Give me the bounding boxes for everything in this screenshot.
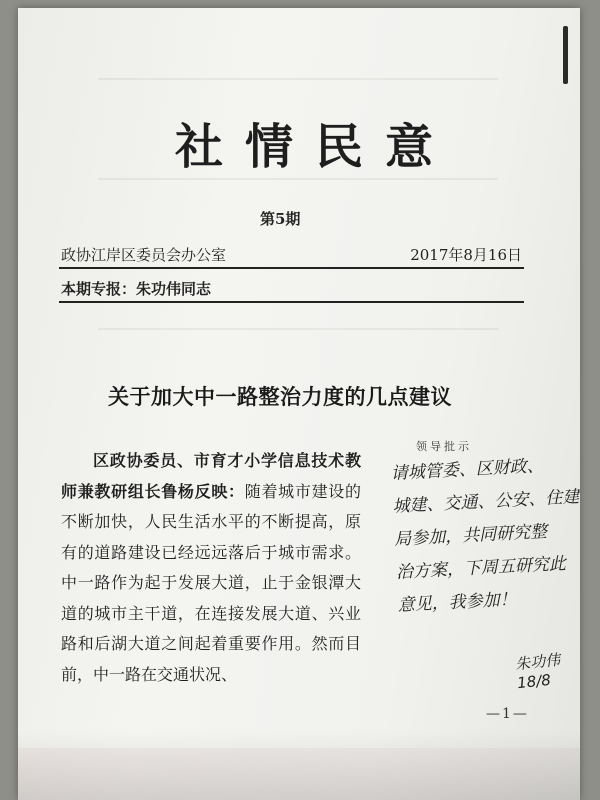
article-body <box>61 446 361 690</box>
special-report-line: 本期专报：朱功伟同志 <box>61 280 212 298</box>
photo-shadow <box>18 730 580 800</box>
bleed-through <box>98 78 498 80</box>
issuing-office: 政协江岸区委员会办公室 <box>61 246 227 264</box>
header-rule-bottom <box>59 301 524 303</box>
handwritten-line: 城建、交通、公安、住建 <box>392 487 580 517</box>
handwritten-instruction <box>390 448 580 623</box>
handwritten-signature: 朱功伟 18/8 <box>514 650 561 693</box>
article-heading: 关于加大中一路整治力度的几点建议 <box>108 384 452 409</box>
article-reporter: 区政协委员、市育才小学信息技术教师兼教研组长鲁杨反映： <box>61 451 361 501</box>
bleed-through <box>98 328 498 330</box>
masthead-title: 社情民意 <box>174 119 455 175</box>
bleed-through <box>98 178 498 180</box>
handwritten-line: 治方案，下周五研究此 <box>395 553 567 583</box>
handwritten-line: 意见，我参加！ <box>397 589 518 616</box>
document-page <box>18 8 580 800</box>
issue-date: 2017年8月16日 <box>410 246 522 264</box>
page-number: —1— <box>486 706 529 722</box>
edge-mark <box>563 26 568 84</box>
handwritten-line: 局参加，共同研究整 <box>393 521 548 550</box>
leader-instruction-label: 领导批示 <box>416 440 472 453</box>
handwritten-line: 请城管委、区财政、 <box>390 455 545 484</box>
issue-number: 第5期 <box>260 210 301 228</box>
article-text: 随着城市建设的不断加快，人民生活水平的不断提高，原有的道路建设已经远远落后于城市需求。中一路作为起于发展大道，止于金银潭大道的城市主干道，在连接发展大道、兴业路和后湖大道之间起着重要作用。然而目前，中一路在交通状况、 <box>61 481 361 684</box>
header-rule-top <box>59 267 524 269</box>
